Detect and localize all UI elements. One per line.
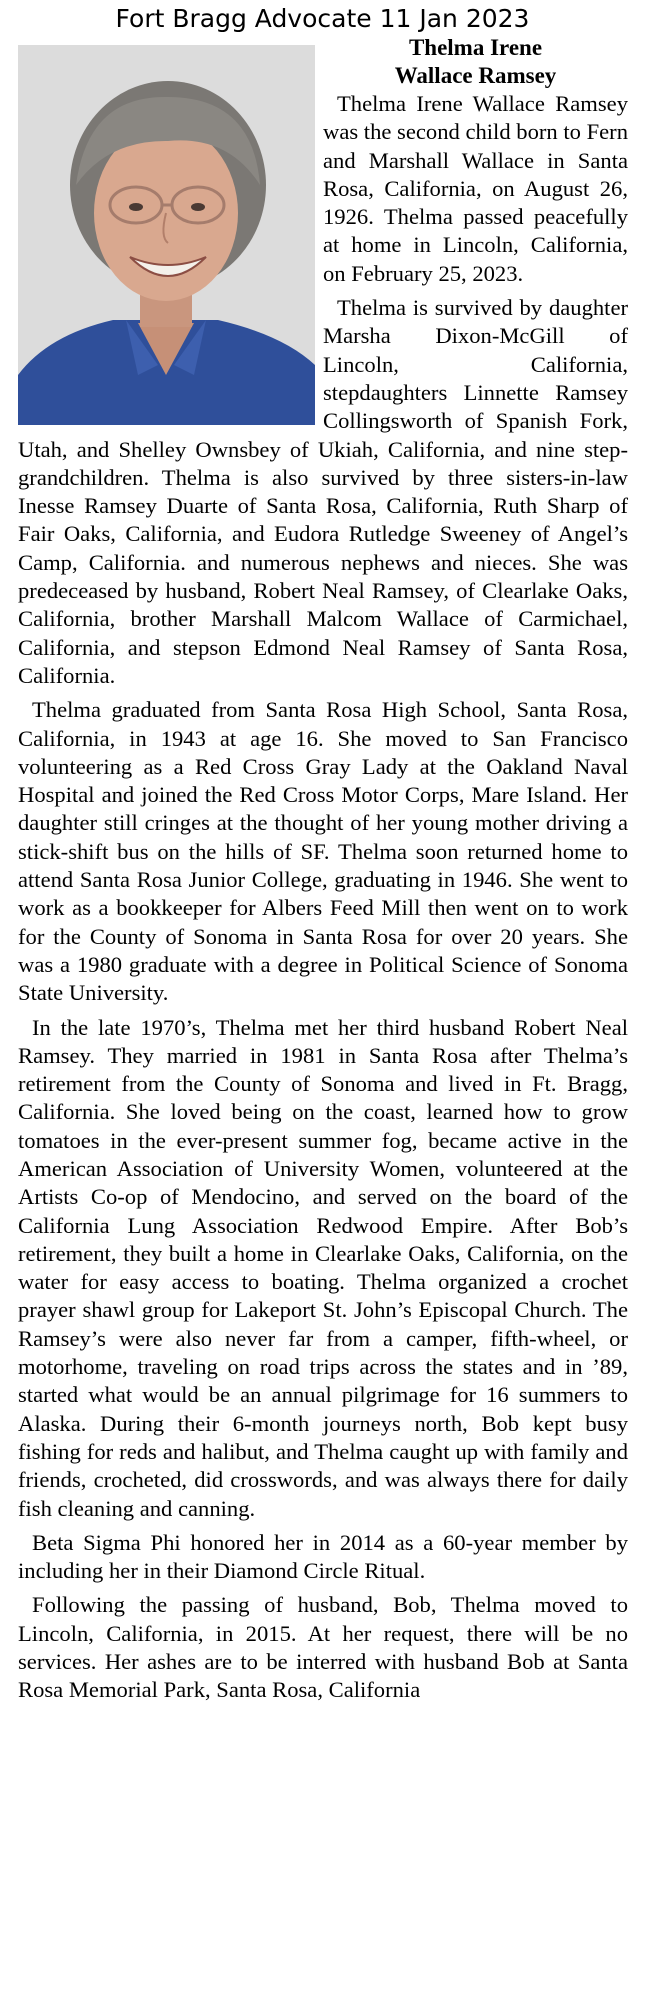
obituary-title-line2: Wallace Ramsey [394, 63, 557, 88]
paragraph-birth: Thelma Irene Wallace Ramsey was the second child born to Fern and Marshall Wallace in Santa Rosa, California, on August 26, 1926. Thelma passed peacefully at home in Lincoln, California, on February 25, 2023. [323, 91, 628, 286]
newspaper-header: Fort Bragg Advocate 11 Jan 2023 [115, 4, 530, 33]
paragraph-survivors: Thelma is survived by daughter Marsha Dixon-McGill of Lincoln, California, stepdaughters Linnette Ramsey Collingsworth of Spanish Fork, Utah, and Shelley Ownsbey of Ukiah, California, and nine step-grandchildren. Thelma is also survived by three sisters-in-law Inesse Ramsey Duarte of Santa Rosa, California, Ruth Sharp of Fair Oaks, California, and Eudora Rutledge Sweeney of Angel’s Camp, California. and numerous nephews and nieces. She was predeceased by husband, Robert Neal Ramsey, of Clearlake Oaks, California, brother Marshall Malcom Wallace of Carmichael, California, and stepson Edmond Neal Ramsey of Santa Rosa, California. [18, 295, 628, 688]
obituary-title-line1: Thelma Irene [408, 35, 543, 60]
obituary-body [18, 34, 628, 1711]
paragraph-education: Thelma graduated from Santa Rosa High School, Santa Rosa, California, in 1943 at age 16. She moved to San Francisco volunteering as a Red Cross Gray Lady at the Oakland Naval Hospital and joined the Red Cross Motor Corps, Mare Island. Her daughter still cringes at the thought of her young mother driving a stick-shift bus on the hills of SF. Thelma soon returned home to attend Santa Rosa Junior College, graduating in 1946. She went to work as a bookkeeper for Albers Feed Mill then went on to work for the County of Sonoma in Santa Rosa for over 20 years. She was a 1980 graduate with a degree in Political Science of Sonoma State University. [18, 697, 628, 1006]
paragraph-honor: Beta Sigma Phi honored her in 2014 as a 60-year member by including her in their Diamond Circle Ritual. [18, 1529, 628, 1584]
paragraph-marriage: In the late 1970’s, Thelma met her third husband Robert Neal Ramsey. They married in 1981 in Santa Rosa after Thelma’s retirement from the County of Sonoma and lived in Ft. Bragg, California. She loved being on the coast, learned how to grow tomatoes in the ever-present summer fog, became active in the American Association of University Women, volunteered at the Artists Co-op of Mendocino, and served on the board of the California Lung Association Redwood Empire. After Bob’s retirement, they built a home in Clearlake Oaks, California, on the water for easy access to boating. Thelma organized a crochet prayer shawl group for Lakeport St. John’s Episcopal Church. The Ramsey’s were also never far from a camper, fifth-wheel, or motorhome, traveling on road trips across the states and in ’89, started what would be an annual pilgrimage for 16 summers to Alaska. During their 6-month journeys north, Bob kept busy fishing for reds and halibut, and Thelma caught up with family and friends, crocheted, did crosswords, and was always there for daily fish cleaning and canning. [18, 1014, 628, 1521]
paragraph-final: Following the passing of husband, Bob, Thelma moved to Lincoln, California, in 2015. At her request, there will be no services. Her ashes are to be interred with husband Bob at Santa Rosa Memorial Park, Santa Rosa, California [18, 1592, 628, 1703]
photo-spacer [18, 34, 323, 425]
